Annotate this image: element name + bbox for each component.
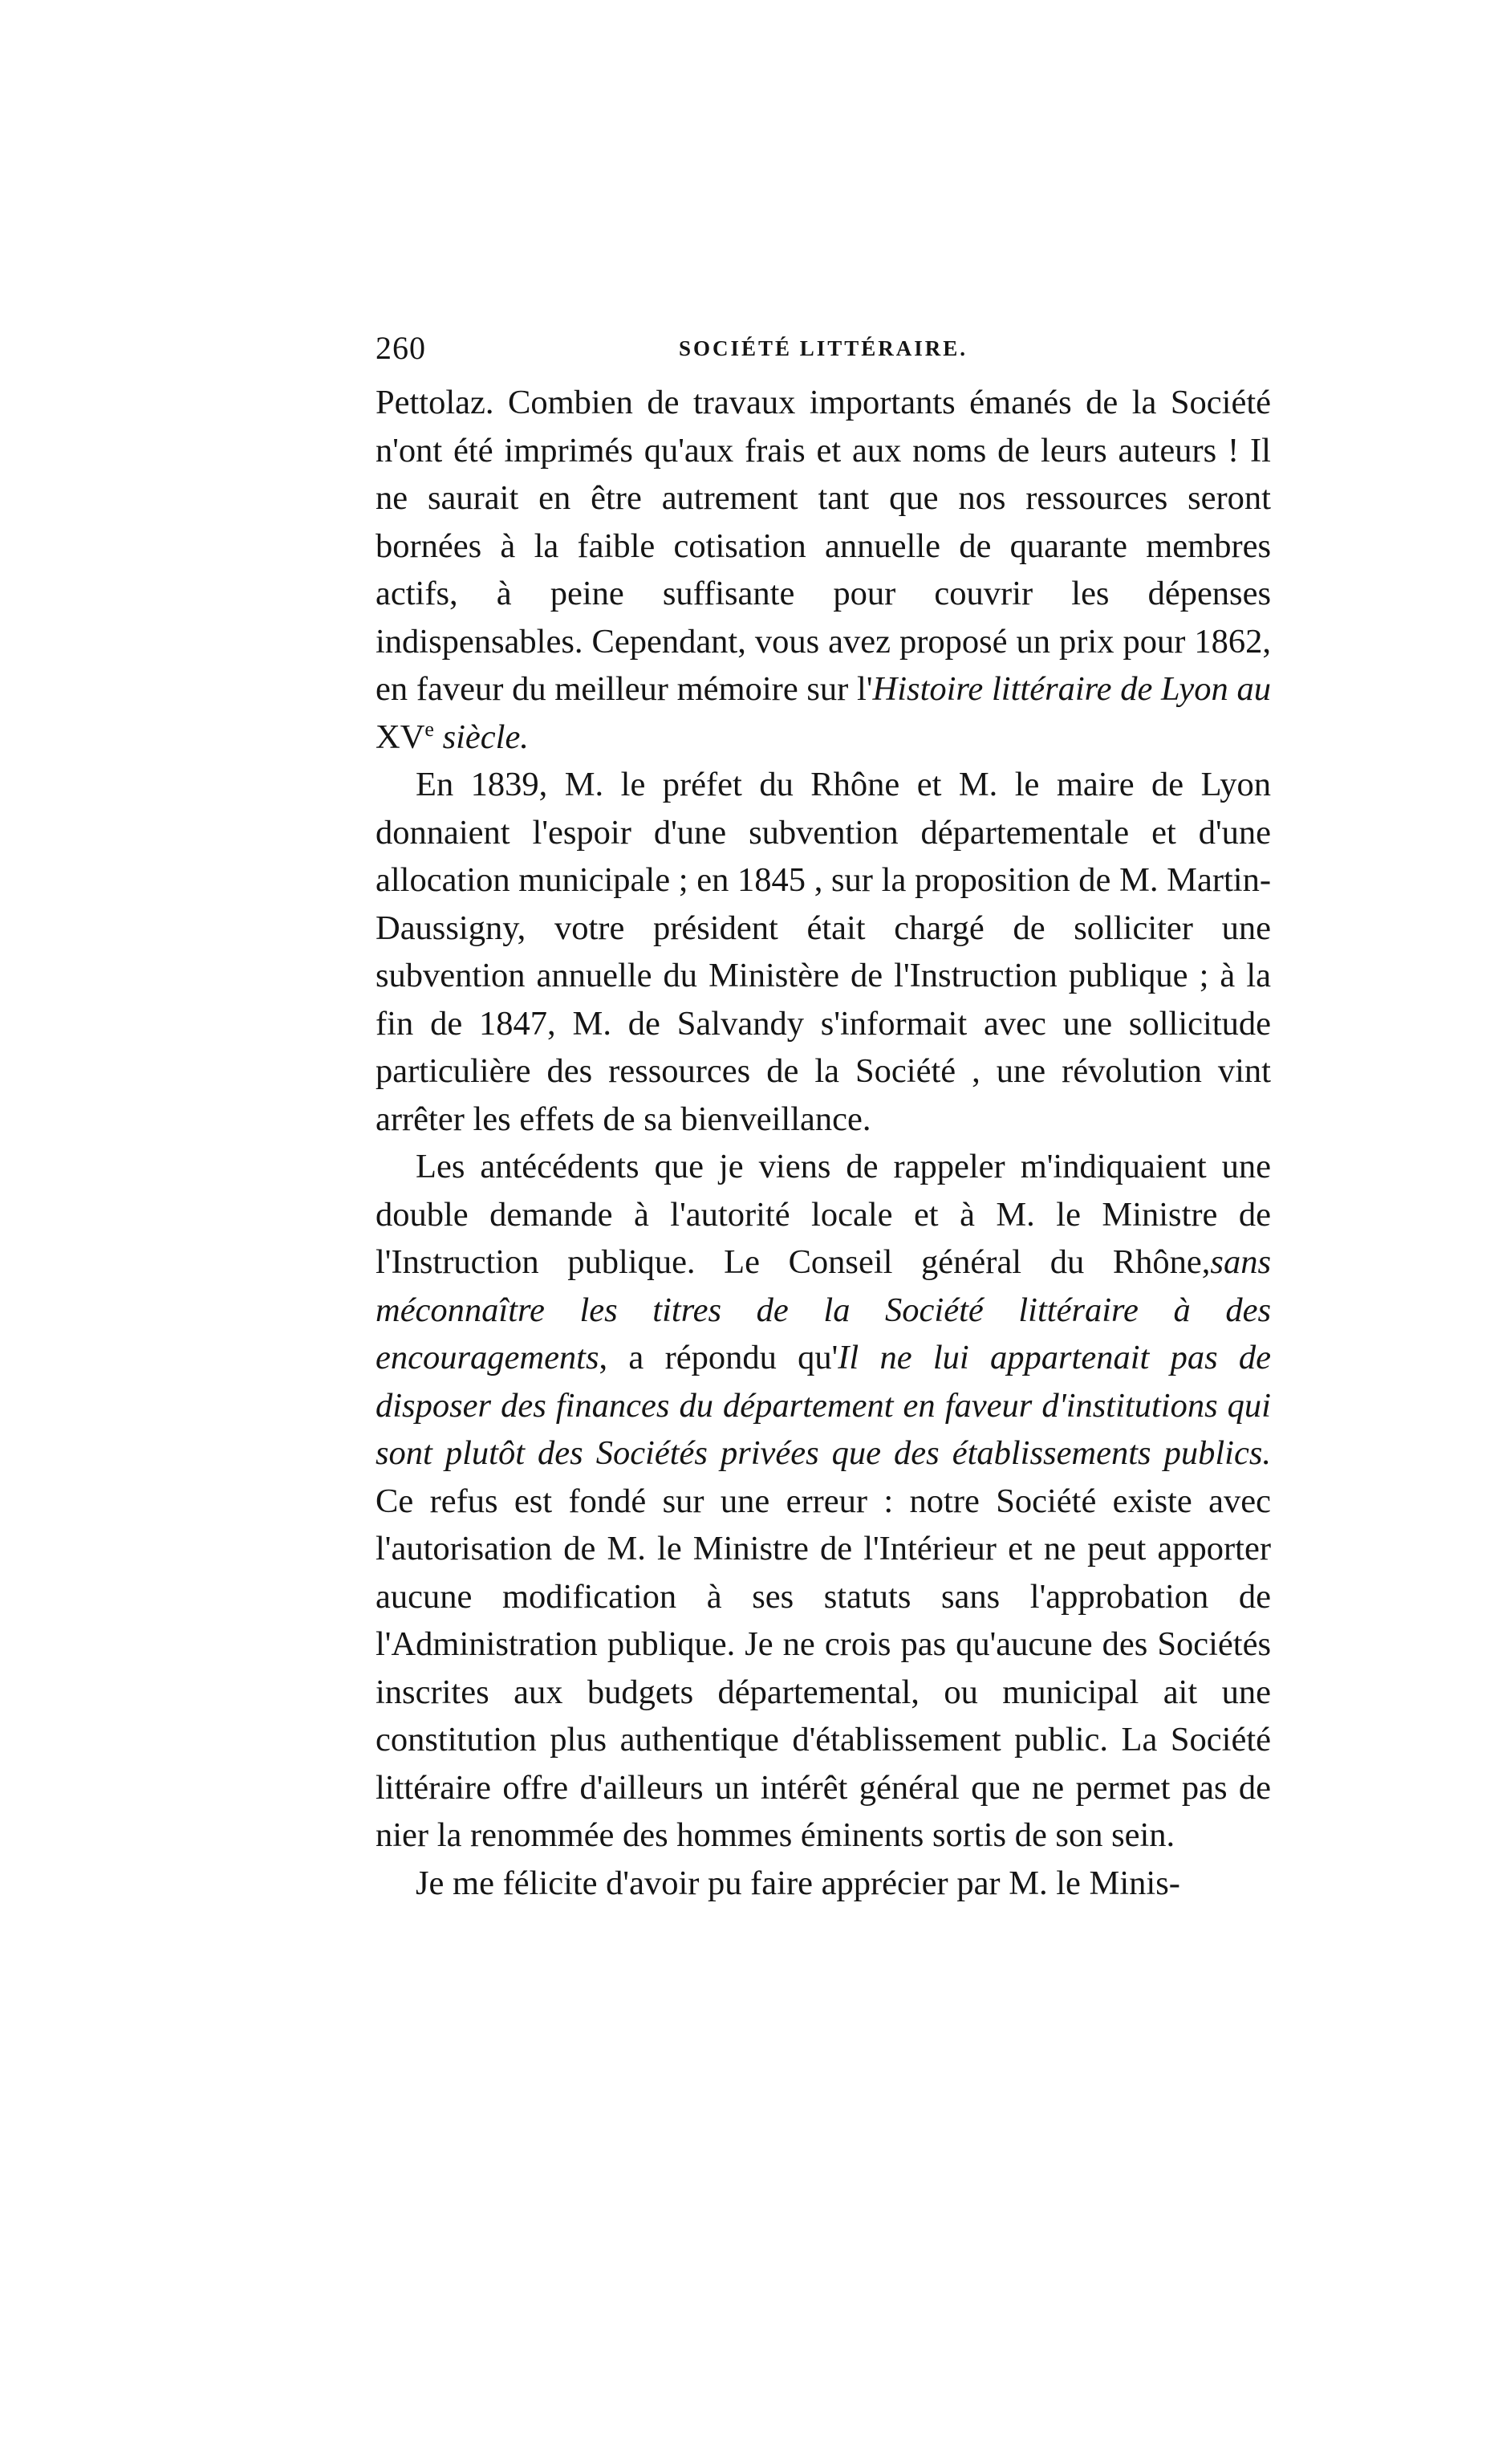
running-title: SOCIÉTÉ LITTÉRAIRE. bbox=[678, 336, 968, 360]
paragraph-3-italic-a: sans méconnaître les titres de la Société littéraire à des encouragements bbox=[376, 1243, 1271, 1376]
paragraph-3-text-c: Ce refus est fondé sur une erreur : notre Société existe avec l'autorisation de M. le Ministre de l'Intérieur et ne peut apporter aucune modification à ses statuts sans l'approbation de l'Administration publique. Je ne crois pas qu'aucune des Sociétés inscrites aux budgets départemental, ou municipal ait une constitution plus authentique d'établissement public. La Société littéraire offre d'ailleurs un intérêt général que ne permet pas de nier la renommée des hommes éminents sortis de son sein. bbox=[376, 1482, 1271, 1854]
paragraph-1 bbox=[376, 379, 1271, 761]
page-number: 260 bbox=[376, 330, 426, 366]
page-header bbox=[376, 324, 1271, 372]
paragraph-1-italic: Histoire littéraire de Lyon au bbox=[872, 670, 1271, 708]
paragraph-3 bbox=[376, 1143, 1271, 1860]
paragraph-3-italic-b: Il ne lui appartenait pas de disposer des finances du département en faveur d'institutions qui sont plutôt des Sociétés privées que des établissements publics. bbox=[376, 1339, 1272, 1472]
paragraph-1-text: Pettolaz. Combien de travaux importants émanés de la Société n'ont été imprimés qu'aux frais et aux noms de leurs auteurs ! Il ne saurait en être autrement tant que nos ressources seront bornées à la faible cotisation annuelle de quarante membres actifs, à peine suffisante pour couvrir les dépenses indispensables. Cependant, vous avez proposé un prix pour 1862, en faveur du meilleur mémoire sur l' bbox=[376, 384, 1271, 708]
paragraph-2: En 1839, M. le préfet du Rhône et M. le maire de Lyon donnaient l'espoir d'une subvention départementale et d'une allocation municipale ; en 1845 , sur la proposition de M. Martin-Daussigny, votre président était chargé de solliciter une subvention annuelle du Ministère de l'Instruction publique ; à la fin de 1847, M. de Salvandy s'informait avec une sollicitude particulière des ressources de la Société , une révolution vint arrêter les effets de sa bienveillance. bbox=[376, 766, 1271, 1138]
paragraph-3-text-a: Les antécédents que je viens de rappeler m'indiquaient une double demande à l'autorité locale et à M. le Ministre de l'Instruction publique. Le Conseil général du Rhône, bbox=[376, 1148, 1271, 1281]
paragraph-1-italic-end: siècle. bbox=[433, 718, 529, 756]
paragraph-3-text-b: , a répondu qu' bbox=[599, 1339, 838, 1376]
century-superscript: e bbox=[424, 717, 434, 741]
paragraph-4: Je me félicite d'avoir pu faire apprécier par M. le Minis- bbox=[416, 1864, 1180, 1902]
century-numeral: XV bbox=[376, 718, 425, 756]
body-text bbox=[376, 379, 1271, 1907]
